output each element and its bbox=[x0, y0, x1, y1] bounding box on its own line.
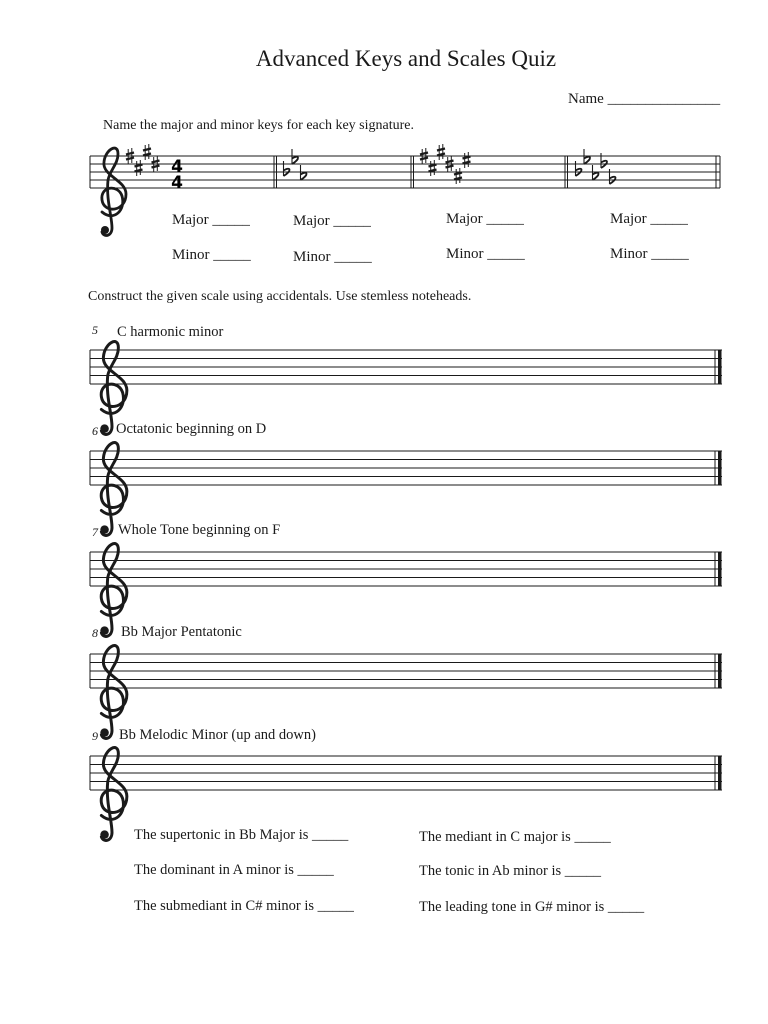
sharp-sign-icon bbox=[135, 160, 143, 176]
scale-label-5: C harmonic minor bbox=[117, 324, 224, 340]
question-number-8: 8 bbox=[92, 626, 98, 640]
sharp-sign-icon bbox=[454, 168, 462, 184]
scale-label-8: Bb Major Pentatonic bbox=[121, 624, 242, 640]
name-field[interactable]: Name _______________ bbox=[568, 91, 721, 107]
scale-staff-6[interactable] bbox=[0, 441, 768, 497]
time-signature-bottom: 4 bbox=[171, 173, 183, 193]
question-tonic[interactable]: The tonic in Ab minor is _____ bbox=[419, 863, 602, 879]
time-signature-top: 4 bbox=[171, 157, 183, 177]
key3-major-field[interactable]: Major _____ bbox=[446, 211, 524, 227]
question-dominant[interactable]: The dominant in A minor is _____ bbox=[134, 862, 334, 878]
sharp-sign-icon bbox=[429, 160, 437, 176]
treble-clef-icon bbox=[100, 646, 127, 739]
key3-minor-field[interactable]: Minor _____ bbox=[446, 246, 525, 262]
question-number-6: 6 bbox=[92, 424, 98, 438]
key1-major-field[interactable]: Major _____ bbox=[172, 212, 250, 228]
scale-staff-9[interactable] bbox=[0, 746, 768, 802]
question-number-5: 5 bbox=[92, 323, 98, 337]
key2-minor-field[interactable]: Minor _____ bbox=[293, 249, 372, 265]
scale-staff-7[interactable] bbox=[0, 542, 768, 598]
question-leading-tone[interactable]: The leading tone in G# minor is _____ bbox=[419, 899, 645, 915]
page-title: Advanced Keys and Scales Quiz bbox=[255, 46, 557, 71]
sharp-sign-icon bbox=[463, 152, 471, 168]
treble-clef-icon bbox=[100, 748, 127, 841]
question-mediant[interactable]: The mediant in C major is _____ bbox=[419, 829, 611, 845]
key4-minor-field[interactable]: Minor _____ bbox=[610, 246, 689, 262]
question-supertonic[interactable]: The supertonic in Bb Major is _____ bbox=[134, 827, 349, 843]
sharp-sign-icon bbox=[143, 144, 151, 160]
question-number-7: 7 bbox=[92, 525, 98, 539]
scale-staff-5[interactable] bbox=[0, 340, 768, 396]
scale-label-9: Bb Melodic Minor (up and down) bbox=[119, 727, 316, 743]
instruction-scales: Construct the given scale using accidentals. Use stemless noteheads. bbox=[88, 289, 472, 304]
treble-clef-icon bbox=[101, 148, 126, 235]
sharp-sign-icon bbox=[437, 144, 445, 160]
scale-label-7: Whole Tone beginning on F bbox=[118, 522, 281, 538]
flat-sign-icon bbox=[601, 153, 607, 168]
flat-sign-icon bbox=[610, 169, 616, 184]
key-signature-staff bbox=[0, 140, 768, 220]
key1-minor-field[interactable]: Minor _____ bbox=[172, 247, 251, 263]
question-number-9: 9 bbox=[92, 729, 98, 743]
scale-label-6: Octatonic beginning on D bbox=[116, 421, 267, 437]
instruction-keys: Name the major and minor keys for each key signature. bbox=[103, 118, 415, 133]
key2-major-field[interactable]: Major _____ bbox=[293, 213, 371, 229]
flat-sign-icon bbox=[576, 161, 582, 176]
scale-staff-8[interactable] bbox=[0, 644, 768, 700]
flat-sign-icon bbox=[284, 161, 290, 176]
question-submediant[interactable]: The submediant in C# minor is _____ bbox=[134, 898, 354, 914]
treble-clef-icon bbox=[100, 544, 127, 637]
key4-major-field[interactable]: Major _____ bbox=[610, 211, 688, 227]
